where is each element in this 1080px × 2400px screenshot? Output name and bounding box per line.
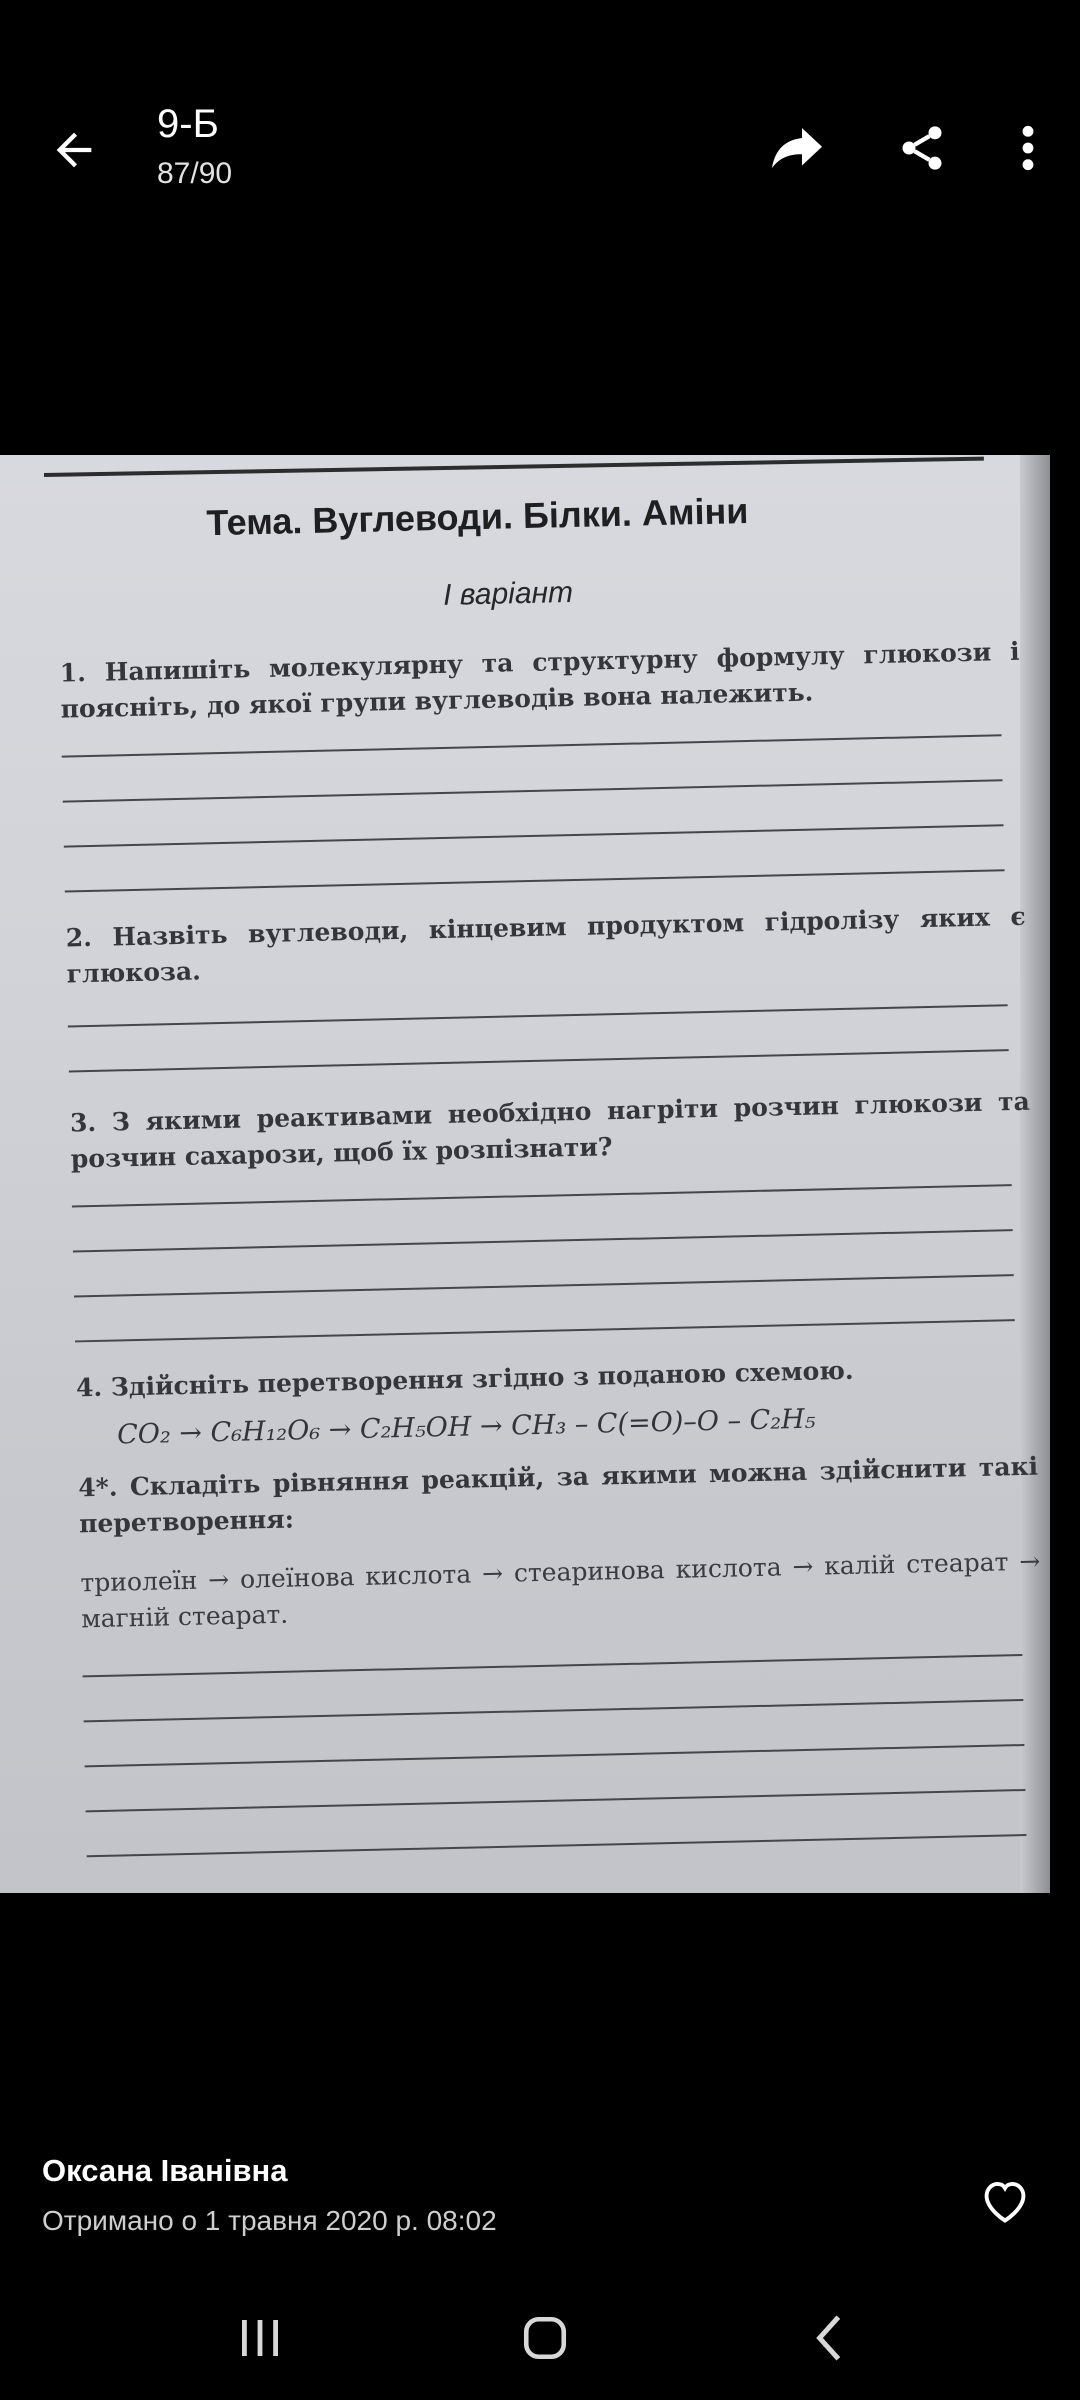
answer-line (68, 1004, 1008, 1027)
arrow-left-icon (48, 124, 100, 176)
more-vertical-icon (1018, 123, 1038, 173)
answer-line (72, 1184, 1012, 1207)
share-button[interactable] (880, 110, 964, 186)
more-options-button[interactable] (1000, 110, 1056, 186)
answer-line (73, 1229, 1013, 1252)
answer-line (83, 1654, 1023, 1677)
answer-line (69, 1049, 1009, 1072)
question-1: 1. Напишіть молекулярну та структурну формулу глюкози і поясніть, до якої групи вуглеводів вона належить. (59, 636, 1020, 724)
answer-line (65, 869, 1005, 892)
answer-line (74, 1274, 1014, 1297)
recent-apps-button[interactable] (220, 2298, 300, 2378)
question-3: 3. З якими реактивами необхідно нагріти розчин глюкози та розчин сахарози, щоб їх розпізнати? (69, 1086, 1031, 1174)
answer-line (84, 1699, 1024, 1722)
question-4: 4. Здійсніть перетворення згідно з поданою схемою. (75, 1355, 854, 1403)
answer-line (62, 734, 1002, 757)
chat-title: 9-Б (157, 102, 219, 146)
worksheet-topic: Тема. Вуглеводи. Білки. Аміни (205, 489, 749, 544)
question-4-star-chain: триолеїн → олеїнова кислота → стеаринова кислота → калій стеарат → магній стеарат. (80, 1546, 1041, 1634)
answer-line (75, 1319, 1015, 1342)
answer-line (63, 779, 1003, 802)
answer-line (64, 824, 1004, 847)
forward-arrow-icon (766, 123, 828, 173)
recent-apps-icon (236, 2316, 284, 2360)
top-app-bar (0, 0, 1080, 300)
home-button[interactable] (505, 2298, 585, 2378)
question-4-star: 4*. Складіть рівняння реакцій, за якими можна здійснити такі перетворення: (77, 1451, 1039, 1539)
received-timestamp: Отримано о 1 травня 2020 р. 08:02 (42, 2205, 497, 2236)
share-icon (896, 122, 948, 174)
answer-line (87, 1834, 1027, 1857)
system-navigation-bar (0, 2280, 1080, 2400)
worksheet-variant: I варіант (442, 575, 574, 612)
system-back-button[interactable] (790, 2298, 870, 2378)
chevron-left-icon (810, 2313, 850, 2363)
worksheet-content (0, 455, 1050, 1893)
like-button[interactable] (965, 2160, 1045, 2240)
back-button[interactable] (36, 112, 112, 188)
image-counter: 87/90 (157, 157, 233, 190)
answer-line (85, 1744, 1025, 1767)
question-2: 2. Назвіть вуглеводи, кінцевим продуктом гідролізу яких є глюкоза. (65, 901, 1026, 989)
question-4-formula: CO₂ → C₆H₁₂O₆ → C₂H₅OH → CH₃ – C(=O)–O – C₂H₅ (116, 1403, 816, 1451)
home-icon (520, 2313, 570, 2363)
answer-line (86, 1789, 1026, 1812)
sender-name: Оксана Іванівна (42, 2153, 288, 2188)
title-block (157, 100, 232, 194)
heart-icon (979, 2176, 1031, 2224)
worksheet-photo[interactable] (0, 455, 1050, 1893)
forward-button[interactable] (755, 110, 839, 186)
